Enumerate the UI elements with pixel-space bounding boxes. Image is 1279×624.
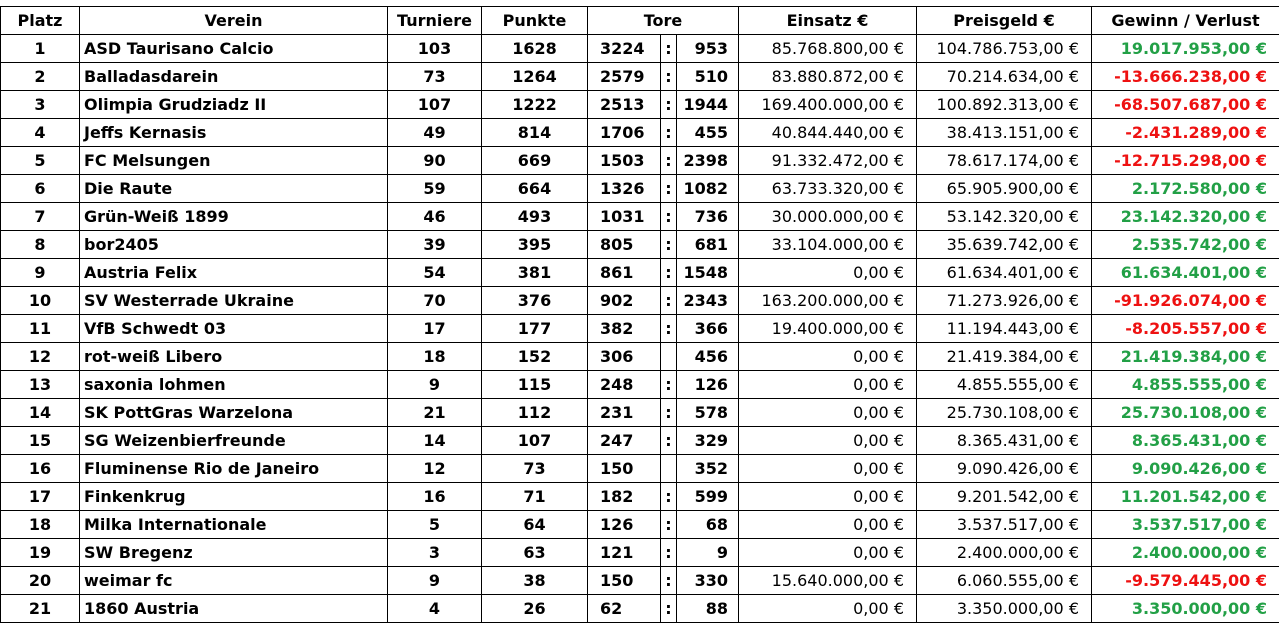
cell-preisgeld: 65.905.900,00 € [917,175,1092,203]
table-row [1,483,1279,511]
cell-preisgeld: 38.413.151,00 € [917,119,1092,147]
cell-tore-against: 88 [677,595,739,623]
cell-gewinn: 2.172.580,00 € [1092,175,1279,203]
cell-punkte: 63 [482,539,588,567]
cell-preisgeld: 104.786.753,00 € [917,35,1092,63]
cell-turniere: 9 [388,567,482,595]
cell-tore-separator: : [661,539,677,567]
cell-turniere: 12 [388,455,482,483]
cell-tore-separator: : [661,371,677,399]
cell-einsatz: 0,00 € [739,399,917,427]
cell-tore-for: 150 [588,455,661,483]
cell-tore-against: 599 [677,483,739,511]
cell-tore-against: 330 [677,567,739,595]
cell-tore-for: 1031 [588,203,661,231]
table-row [1,399,1279,427]
cell-verein: rot-weiß Libero [80,343,388,371]
cell-punkte: 1222 [482,91,588,119]
header-row [1,7,1279,35]
cell-verein: weimar fc [80,567,388,595]
cell-tore-for: 248 [588,371,661,399]
cell-punkte: 493 [482,203,588,231]
cell-platz: 1 [1,35,80,63]
cell-punkte: 381 [482,259,588,287]
cell-tore-separator: : [661,203,677,231]
header-punkte: Punkte [482,7,588,35]
cell-verein: SG Weizenbierfreunde [80,427,388,455]
cell-tore-for: 1503 [588,147,661,175]
cell-tore-for: 2513 [588,91,661,119]
cell-verein: Balladasdarein [80,63,388,91]
cell-gewinn: -13.666.238,00 € [1092,63,1279,91]
cell-preisgeld: 3.350.000,00 € [917,595,1092,623]
cell-punkte: 64 [482,511,588,539]
cell-verein: ASD Taurisano Calcio [80,35,388,63]
cell-einsatz: 0,00 € [739,483,917,511]
cell-verein: 1860 Austria [80,595,388,623]
cell-turniere: 107 [388,91,482,119]
cell-verein: Fluminense Rio de Janeiro [80,455,388,483]
cell-punkte: 107 [482,427,588,455]
cell-tore-against: 68 [677,511,739,539]
cell-verein: SV Westerrade Ukraine [80,287,388,315]
table-row [1,231,1279,259]
cell-turniere: 70 [388,287,482,315]
cell-gewinn: 9.090.426,00 € [1092,455,1279,483]
cell-preisgeld: 61.634.401,00 € [917,259,1092,287]
cell-preisgeld: 6.060.555,00 € [917,567,1092,595]
table-row [1,567,1279,595]
cell-gewinn: 3.537.517,00 € [1092,511,1279,539]
cell-punkte: 664 [482,175,588,203]
table-row [1,511,1279,539]
standings-table [0,6,1279,623]
cell-tore-against: 510 [677,63,739,91]
cell-preisgeld: 100.892.313,00 € [917,91,1092,119]
table-row [1,315,1279,343]
cell-einsatz: 33.104.000,00 € [739,231,917,259]
cell-tore-separator: : [661,567,677,595]
cell-preisgeld: 25.730.108,00 € [917,399,1092,427]
cell-gewinn: 19.017.953,00 € [1092,35,1279,63]
cell-einsatz: 85.768.800,00 € [739,35,917,63]
cell-tore-for: 861 [588,259,661,287]
cell-einsatz: 0,00 € [739,455,917,483]
cell-tore-separator: : [661,119,677,147]
cell-tore-separator: : [661,63,677,91]
cell-verein: Jeffs Kernasis [80,119,388,147]
cell-platz: 20 [1,567,80,595]
cell-punkte: 71 [482,483,588,511]
table-row [1,595,1279,623]
table-row [1,371,1279,399]
cell-tore-separator: : [661,511,677,539]
cell-turniere: 17 [388,315,482,343]
cell-tore-against: 329 [677,427,739,455]
cell-punkte: 814 [482,119,588,147]
cell-verein: SW Bregenz [80,539,388,567]
header-turniere: Turniere [388,7,482,35]
cell-tore-separator: : [661,35,677,63]
cell-platz: 21 [1,595,80,623]
cell-turniere: 59 [388,175,482,203]
header-gewinn: Gewinn / Verlust [1092,7,1279,35]
cell-platz: 11 [1,315,80,343]
cell-einsatz: 83.880.872,00 € [739,63,917,91]
cell-tore-separator: : [661,315,677,343]
cell-verein: SK PottGras Warzelona [80,399,388,427]
cell-einsatz: 169.400.000,00 € [739,91,917,119]
cell-preisgeld: 2.400.000,00 € [917,539,1092,567]
cell-tore-against: 126 [677,371,739,399]
cell-verein: Finkenkrug [80,483,388,511]
cell-platz: 16 [1,455,80,483]
cell-verein: Milka Internationale [80,511,388,539]
cell-preisgeld: 35.639.742,00 € [917,231,1092,259]
table-row [1,119,1279,147]
cell-tore-separator: : [661,399,677,427]
cell-platz: 6 [1,175,80,203]
cell-gewinn: -68.507.687,00 € [1092,91,1279,119]
cell-punkte: 26 [482,595,588,623]
cell-tore-separator [661,455,677,483]
cell-platz: 12 [1,343,80,371]
cell-platz: 18 [1,511,80,539]
header-preisgeld: Preisgeld € [917,7,1092,35]
cell-turniere: 49 [388,119,482,147]
cell-gewinn: 2.535.742,00 € [1092,231,1279,259]
cell-turniere: 39 [388,231,482,259]
cell-gewinn: -91.926.074,00 € [1092,287,1279,315]
cell-preisgeld: 21.419.384,00 € [917,343,1092,371]
cell-punkte: 112 [482,399,588,427]
cell-preisgeld: 70.214.634,00 € [917,63,1092,91]
cell-turniere: 103 [388,35,482,63]
cell-gewinn: 8.365.431,00 € [1092,427,1279,455]
cell-platz: 19 [1,539,80,567]
cell-tore-for: 2579 [588,63,661,91]
table-body [1,35,1279,623]
table-row [1,539,1279,567]
cell-einsatz: 163.200.000,00 € [739,287,917,315]
cell-tore-against: 578 [677,399,739,427]
cell-verein: Grün-Weiß 1899 [80,203,388,231]
cell-verein: Olimpia Grudziadz II [80,91,388,119]
cell-preisgeld: 9.201.542,00 € [917,483,1092,511]
cell-preisgeld: 4.855.555,00 € [917,371,1092,399]
cell-tore-for: 805 [588,231,661,259]
cell-punkte: 177 [482,315,588,343]
cell-tore-separator: : [661,175,677,203]
cell-einsatz: 63.733.320,00 € [739,175,917,203]
cell-gewinn: 23.142.320,00 € [1092,203,1279,231]
cell-gewinn: 21.419.384,00 € [1092,343,1279,371]
cell-turniere: 46 [388,203,482,231]
cell-platz: 3 [1,91,80,119]
cell-tore-for: 3224 [588,35,661,63]
cell-platz: 9 [1,259,80,287]
cell-turniere: 54 [388,259,482,287]
cell-platz: 8 [1,231,80,259]
cell-verein: bor2405 [80,231,388,259]
cell-gewinn: -9.579.445,00 € [1092,567,1279,595]
cell-tore-against: 2398 [677,147,739,175]
cell-tore-for: 121 [588,539,661,567]
cell-tore-against: 366 [677,315,739,343]
cell-turniere: 14 [388,427,482,455]
cell-platz: 13 [1,371,80,399]
cell-turniere: 90 [388,147,482,175]
cell-einsatz: 0,00 € [739,343,917,371]
cell-preisgeld: 11.194.443,00 € [917,315,1092,343]
cell-tore-for: 126 [588,511,661,539]
cell-einsatz: 30.000.000,00 € [739,203,917,231]
cell-tore-separator: : [661,259,677,287]
cell-tore-for: 62 [588,595,661,623]
cell-einsatz: 0,00 € [739,259,917,287]
table-row [1,63,1279,91]
cell-preisgeld: 3.537.517,00 € [917,511,1092,539]
table-row [1,287,1279,315]
cell-platz: 15 [1,427,80,455]
cell-punkte: 376 [482,287,588,315]
cell-tore-against: 953 [677,35,739,63]
cell-turniere: 9 [388,371,482,399]
cell-tore-separator: : [661,231,677,259]
cell-platz: 7 [1,203,80,231]
table-row [1,343,1279,371]
cell-preisgeld: 53.142.320,00 € [917,203,1092,231]
cell-turniere: 4 [388,595,482,623]
cell-einsatz: 91.332.472,00 € [739,147,917,175]
cell-tore-against: 736 [677,203,739,231]
cell-einsatz: 19.400.000,00 € [739,315,917,343]
cell-tore-separator: : [661,595,677,623]
table-row [1,91,1279,119]
cell-tore-for: 902 [588,287,661,315]
cell-verein: Die Raute [80,175,388,203]
cell-einsatz: 40.844.440,00 € [739,119,917,147]
cell-platz: 2 [1,63,80,91]
cell-gewinn: -8.205.557,00 € [1092,315,1279,343]
cell-turniere: 3 [388,539,482,567]
cell-punkte: 1628 [482,35,588,63]
cell-tore-for: 231 [588,399,661,427]
cell-tore-for: 382 [588,315,661,343]
cell-tore-against: 456 [677,343,739,371]
table-row [1,147,1279,175]
cell-einsatz: 0,00 € [739,511,917,539]
cell-verein: Austria Felix [80,259,388,287]
cell-tore-separator: : [661,287,677,315]
cell-gewinn: 4.855.555,00 € [1092,371,1279,399]
cell-tore-separator [661,343,677,371]
cell-tore-for: 247 [588,427,661,455]
cell-tore-separator: : [661,427,677,455]
cell-tore-against: 352 [677,455,739,483]
cell-turniere: 21 [388,399,482,427]
cell-platz: 4 [1,119,80,147]
cell-tore-for: 1326 [588,175,661,203]
cell-einsatz: 0,00 € [739,371,917,399]
cell-punkte: 152 [482,343,588,371]
header-platz: Platz [1,7,80,35]
cell-punkte: 1264 [482,63,588,91]
cell-tore-against: 1548 [677,259,739,287]
cell-punkte: 38 [482,567,588,595]
cell-gewinn: -2.431.289,00 € [1092,119,1279,147]
cell-tore-for: 182 [588,483,661,511]
cell-tore-for: 306 [588,343,661,371]
cell-tore-for: 150 [588,567,661,595]
cell-preisgeld: 9.090.426,00 € [917,455,1092,483]
table-row [1,175,1279,203]
cell-tore-against: 455 [677,119,739,147]
cell-gewinn: -12.715.298,00 € [1092,147,1279,175]
table-row [1,35,1279,63]
cell-verein: FC Melsungen [80,147,388,175]
cell-gewinn: 61.634.401,00 € [1092,259,1279,287]
cell-tore-against: 9 [677,539,739,567]
cell-preisgeld: 78.617.174,00 € [917,147,1092,175]
table-row [1,427,1279,455]
cell-tore-against: 681 [677,231,739,259]
cell-preisgeld: 71.273.926,00 € [917,287,1092,315]
cell-punkte: 669 [482,147,588,175]
cell-tore-separator: : [661,91,677,119]
header-tore: Tore [588,7,739,35]
cell-punkte: 115 [482,371,588,399]
cell-einsatz: 0,00 € [739,595,917,623]
cell-platz: 5 [1,147,80,175]
cell-tore-for: 1706 [588,119,661,147]
cell-gewinn: 2.400.000,00 € [1092,539,1279,567]
cell-preisgeld: 8.365.431,00 € [917,427,1092,455]
cell-platz: 14 [1,399,80,427]
cell-verein: saxonia lohmen [80,371,388,399]
cell-turniere: 73 [388,63,482,91]
table-row [1,259,1279,287]
cell-gewinn: 3.350.000,00 € [1092,595,1279,623]
cell-turniere: 5 [388,511,482,539]
cell-tore-separator: : [661,483,677,511]
header-verein: Verein [80,7,388,35]
cell-gewinn: 25.730.108,00 € [1092,399,1279,427]
cell-einsatz: 0,00 € [739,539,917,567]
cell-punkte: 395 [482,231,588,259]
header-einsatz: Einsatz € [739,7,917,35]
cell-platz: 10 [1,287,80,315]
table-row [1,203,1279,231]
cell-tore-against: 1944 [677,91,739,119]
cell-punkte: 73 [482,455,588,483]
cell-verein: VfB Schwedt 03 [80,315,388,343]
cell-turniere: 16 [388,483,482,511]
cell-tore-against: 2343 [677,287,739,315]
cell-platz: 17 [1,483,80,511]
cell-turniere: 18 [388,343,482,371]
cell-einsatz: 0,00 € [739,427,917,455]
cell-tore-against: 1082 [677,175,739,203]
cell-tore-separator: : [661,147,677,175]
cell-gewinn: 11.201.542,00 € [1092,483,1279,511]
cell-einsatz: 15.640.000,00 € [739,567,917,595]
table-row [1,455,1279,483]
